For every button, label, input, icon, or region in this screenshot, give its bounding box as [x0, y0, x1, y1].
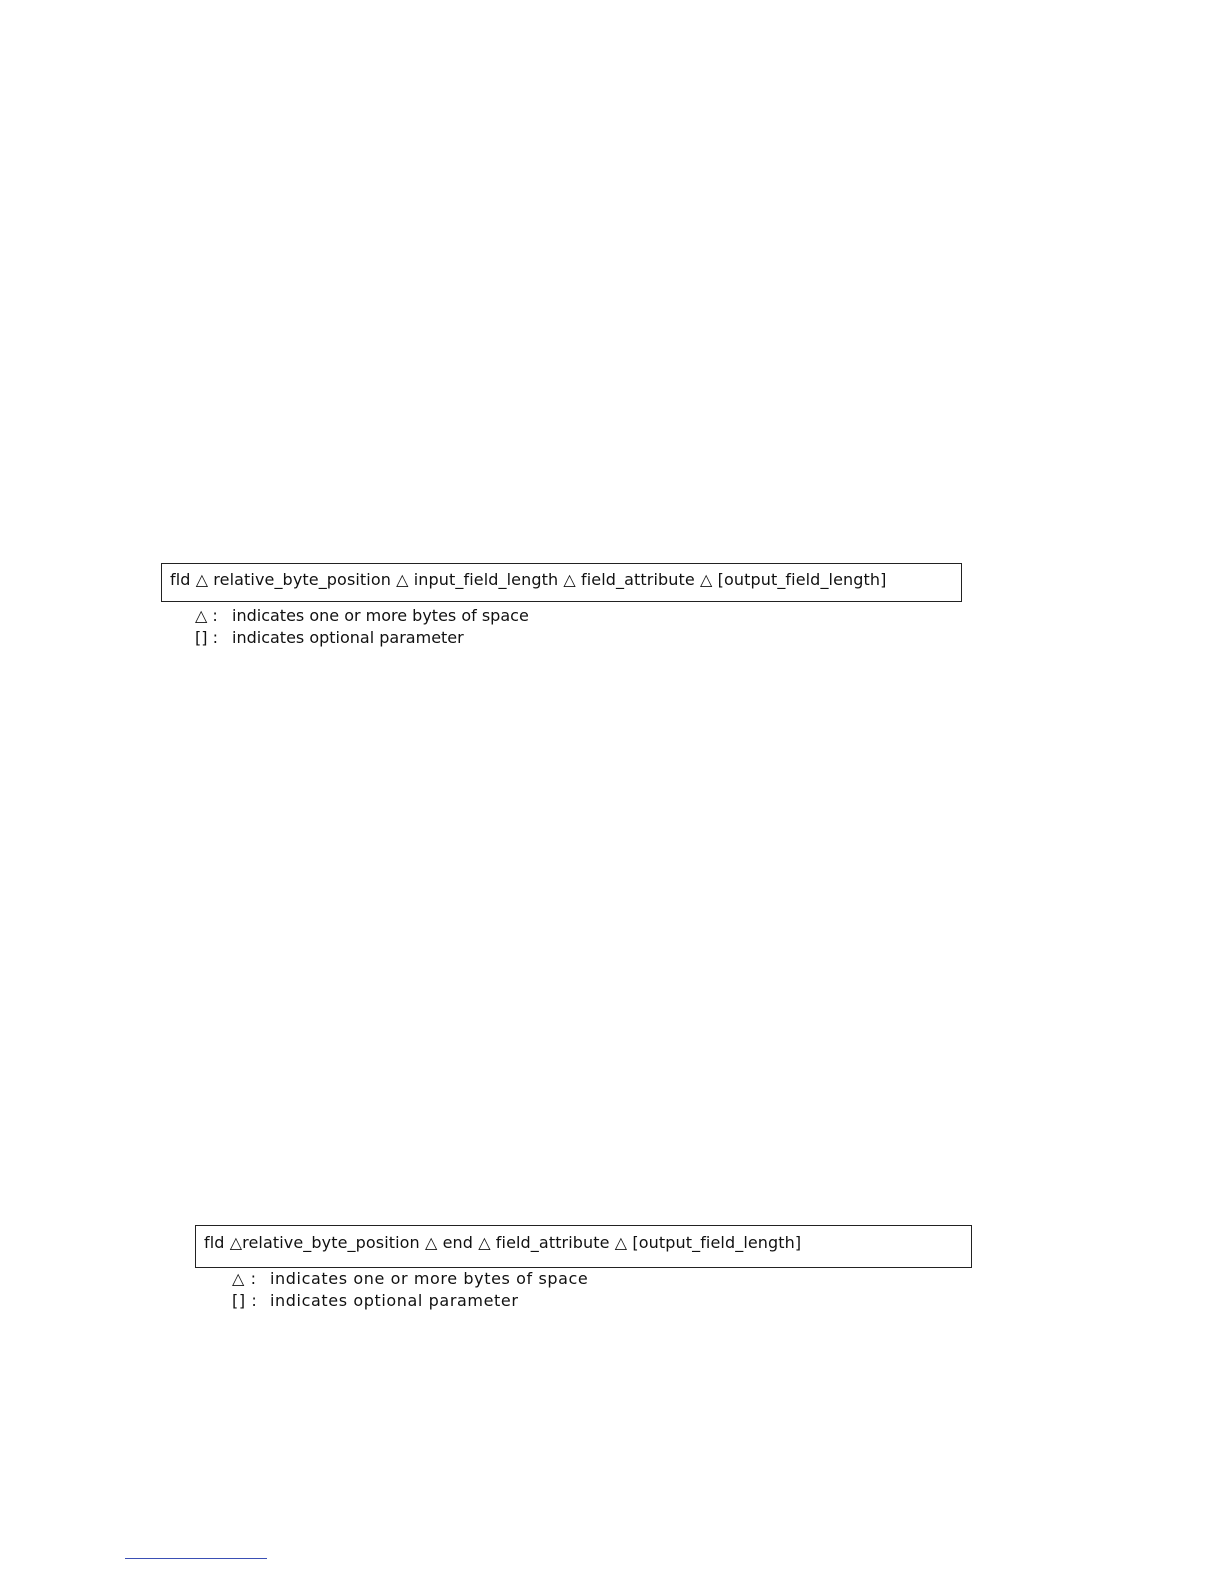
triangle-symbol: △ : — [232, 1269, 257, 1288]
syntax-legend — [232, 1268, 588, 1312]
legend-text: indicates optional parameter — [232, 628, 464, 647]
triangle-symbol: △ : — [195, 606, 218, 625]
legend-row-optional — [195, 627, 529, 649]
footnote-separator — [125, 1558, 267, 1559]
legend-row-space — [232, 1268, 588, 1290]
syntax-box-fld-length — [161, 563, 962, 602]
syntax-line: fld △ relative_byte_position △ input_field_length △ field_attribute △ [output_field_length] — [170, 570, 887, 589]
legend-text: indicates one or more bytes of space — [270, 1269, 589, 1288]
syntax-box-fld-end — [195, 1225, 972, 1268]
legend-text: indicates one or more bytes of space — [232, 606, 529, 625]
brackets-symbol: [] : — [232, 1291, 258, 1310]
legend-text: indicates optional parameter — [270, 1291, 519, 1310]
syntax-line: fld △relative_byte_position △ end △ field_attribute △ [output_field_length] — [204, 1233, 802, 1252]
legend-row-optional — [232, 1290, 588, 1312]
brackets-symbol: [] : — [195, 628, 218, 647]
syntax-legend — [195, 605, 529, 649]
legend-row-space — [195, 605, 529, 627]
